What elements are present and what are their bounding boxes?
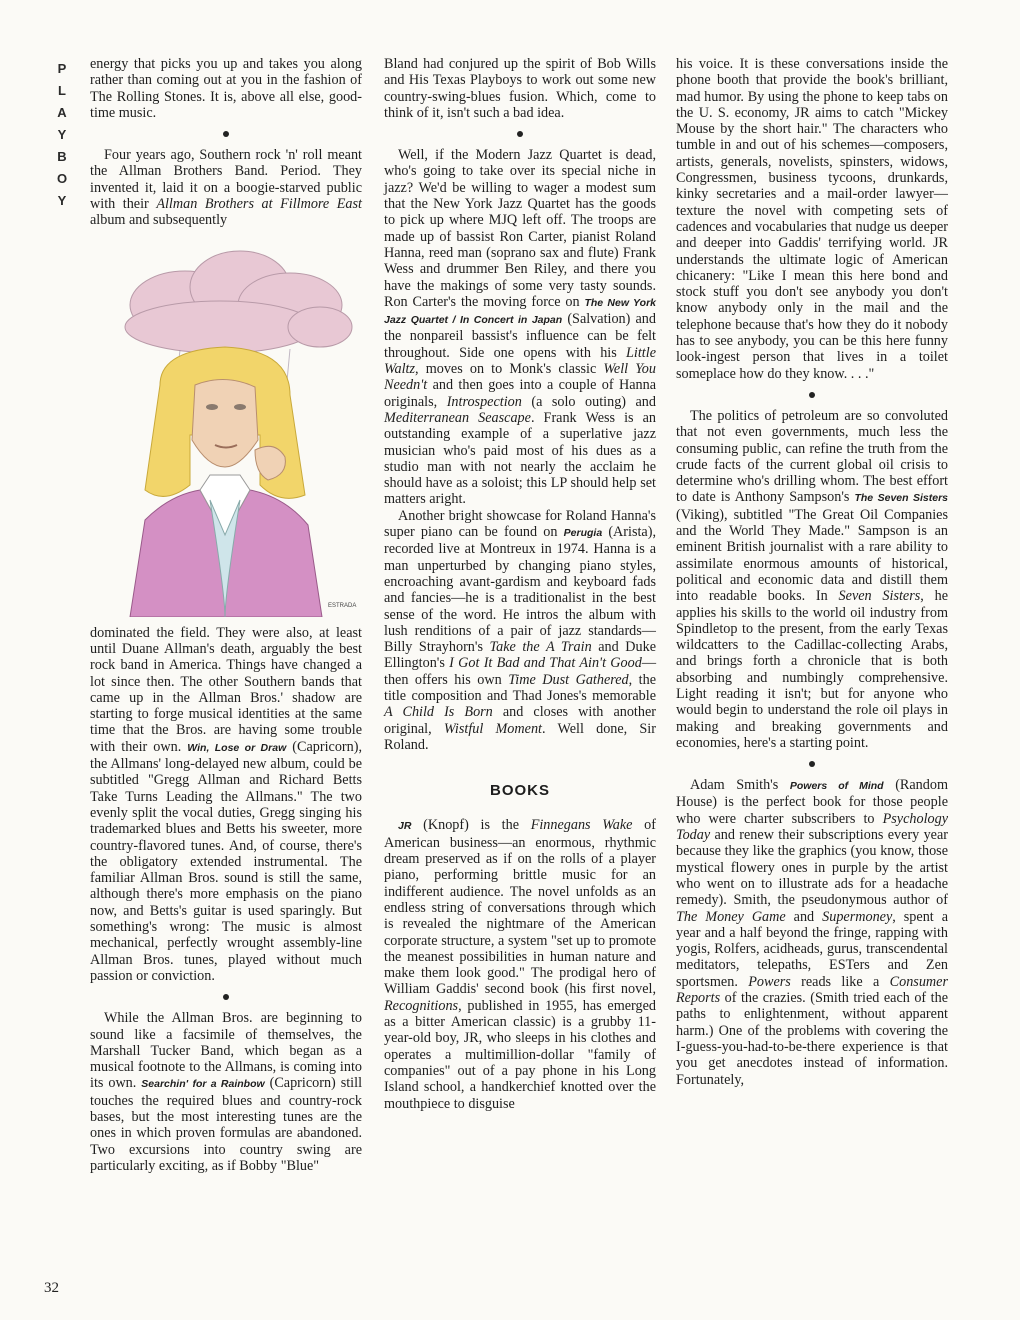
book-title: The Money Game bbox=[676, 908, 786, 925]
magazine-title: Psychology Today bbox=[676, 810, 948, 844]
book-title: Seven Sisters bbox=[838, 588, 921, 605]
column-1 bbox=[90, 56, 362, 1174]
page-number: 32 bbox=[44, 1280, 59, 1296]
song-title: Wistful Moment bbox=[443, 720, 542, 737]
song-title: Time Dust Gathered bbox=[508, 671, 629, 688]
book-title: Powers of Mind bbox=[789, 780, 884, 793]
section-bullet bbox=[517, 131, 523, 137]
album-title: Allman Brothers at Fillmore East bbox=[156, 196, 362, 213]
album-title: Perugia bbox=[563, 527, 603, 540]
masthead-letter: A bbox=[57, 105, 67, 120]
song-title: Mediterranean Seascape bbox=[384, 409, 531, 426]
masthead-letter: B bbox=[57, 149, 67, 164]
paragraph: The politics of petroleum are so convoluted that not even governments, much less the consuming public, can refine the truth from the crude facts of the current global oil crisis to determine who's drilling whom. The best effort to date is Anthony Sampson's The Seven Sisters (Viking), subtitled "The Great Oil Companies and the World They Made." Sampson is an eminent British journalist with a rare ability to assimilate enormous amounts of historical, political and economic data and distill them into readable books. In Seven Sisters, he applies his skills to the world oil industry from Spindletop to the present, from the early Texas wildcatters to the Cadillac-collecting Arabs, and brings forth a chronicle that is both absorbing and numbingly comprehensive. Light reading it isn't; but for anyone who would begin to understand the role oil plays in making and breaking governments and economies, here's a starting point. bbox=[676, 407, 948, 751]
paragraph: energy that picks you up and takes you along rather than coming out at you in the fashion of The Rolling Stones. It is, above all else, good-time music. bbox=[90, 56, 362, 121]
paragraph: While the Allman Bros. are beginning to sound like a facsimile of themselves, the Marshall Tucker Band, which began as a musical footnote to the Allmans, is coming into its own. Searchin' for a Rainbow (Capricorn) still touches the required blues and country-rock bases, but the most interesting tunes are the ones in which proven formulas are abandoned. Two excursions into country swing are particularly exciting, as if Bobby "Blue" bbox=[90, 1010, 363, 1174]
song-title: Take the A Train bbox=[489, 639, 592, 656]
song-title: A Child Is Born bbox=[384, 704, 493, 721]
paragraph: Four years ago, Southern rock 'n' roll meant the Allman Brothers Band. Period. They invented it, laid it on a boogie-starved public with their Allman Brothers at Fillmore East album and subsequently bbox=[90, 147, 362, 229]
book-title: Recognitions bbox=[384, 997, 459, 1014]
artist-signature: ESTRADA bbox=[328, 602, 357, 609]
album-title: The New York Jazz Quartet / In Concert in Japan bbox=[384, 296, 657, 327]
masthead-letter: Y bbox=[57, 193, 67, 208]
paragraph: his voice. It is these conversations inside the phone booth that provide the book's brilliant, mad humor. By using the phone to keep tabs on the U. S. economy, JR aims to catch "Mickey Mouse by the short hair." The characters who tumble in and out of his schemes—composers, artists, generals, novelists, spinsters, widows, Congressmen, business tycoons, drunkards, kinky secretaries and a mail-order lawyer—texture the novel with competing sets of cadences and vocabularies that nudge us deeper and deeper into Gaddis' terrifying world. JR understands the ultimate logic of American chicanery: "Like I mean this here bond and stock stuff you don't see anybody you don't know anybody only in the mail and the telephone because that's how they do it nobody has to see anybody, you can be this here funny look-ingest person that lives in a toilet someplace how do they know. . . ." bbox=[676, 56, 948, 382]
illustration-musician-under-cloud bbox=[90, 235, 362, 617]
song-title: Introspection bbox=[446, 393, 522, 410]
album-title: Searchin' for a Rainbow bbox=[141, 1078, 265, 1091]
section-bullet bbox=[809, 392, 815, 398]
magazine-title: Consumer Reports bbox=[676, 973, 948, 1007]
album-title: Win, Lose or Draw bbox=[187, 741, 287, 754]
face-shape bbox=[192, 379, 258, 467]
paragraph: Adam Smith's Powers of Mind (Random House) is the perfect book for those people who were charter subscribers to Psychology Today and renew their subscriptions every year because they like the graphics (you know, those mystical flowery ones in purple by the artist who went on to illustrate ads for a headache remedy). Smith, the pseudonymous author of The Money Game and Supermoney, spent a year and a half beyond the fringe, rapping with yogis, Rolfers, acidheads, gurus, transcendental meditators, telepaths, ESTers and Zen sportsmen. Powers reads like a Consumer Reports of the crazies. (Smith tried each of the paths to enlightenment, without apparent harm.) One of the problems with covering the I-guess-you-had-to-be-there experience is that you get anecdotes instead of information. Fortunately, bbox=[676, 777, 949, 1088]
song-title: I Got It Bad and That Ain't Good bbox=[449, 655, 642, 672]
cloud-shape bbox=[125, 251, 352, 353]
paragraph: Bland had conjured up the spirit of Bob Wills and His Texas Playboys to work out some new country-swing-blues fusion. Which, come to think of it, isn't such a bad idea. bbox=[384, 56, 656, 121]
paragraph: Another bright showcase for Roland Hanna's super piano can be found on Perugia (Arista), recorded live at Montreux in 1974. Hanna is a man unperturbed by changing piano styles, encroaching avant-gardism and keyboard fads and fancies—he is a traditionalist in the best sense of the word. He intros the album with lush renditions of a pair of jazz standards—Billy Strayhorn's Take the A Train and Duke Ellington's I Got It Bad and That Ain't Good—then offers his own Time Dust Gathered, the title composition and Thad Jones's memorable A Child Is Born and closes with another original, Wistful Moment. Well done, Sir Roland. bbox=[384, 507, 657, 753]
masthead-letter: P bbox=[57, 61, 67, 76]
book-title: Supermoney bbox=[822, 908, 893, 925]
book-title: Powers bbox=[748, 973, 791, 990]
column-2 bbox=[384, 56, 656, 1112]
masthead-letter: L bbox=[58, 83, 66, 98]
section-bullet bbox=[809, 761, 815, 767]
song-title: Well You Needn't bbox=[384, 361, 656, 394]
column-3 bbox=[676, 56, 948, 1088]
paragraph: Well, if the Modern Jazz Quartet is dead, who's going to take over its special niche in jazz? We'd be willing to wager a modest sum that the New York Jazz Quartet has the goods to pick up where MJQ left off. The troops are made up of bassist Ron Carter, pianist Roland Hanna, reed man (soprano sax and flute) Frank Wess and drummer Ben Riley, and there you have the makings of some very tasty sounds. Ron Carter's the moving force on The New York Jazz Quartet / In Concert in Japan (Salvation) and the nonpareil bassist's influence can be felt throughout. Side one opens with his Little Waltz, moves on to Monk's classic Well You Needn't and then goes into a couple of Hanna originals, Introspection (a solo outing) and Mediterranean Seascape. Frank Wess is an outstanding example of a superlative jazz musician who's paid most of his dues as a studio man with not nearly the acclaim he should have as a soloist; this LP should help set matters aright. bbox=[384, 147, 657, 508]
masthead-vertical bbox=[52, 58, 72, 212]
book-title: JR bbox=[398, 820, 412, 833]
book-title: The Seven Sisters bbox=[854, 492, 948, 505]
masthead-letter: O bbox=[56, 171, 68, 186]
section-heading-books: BOOKS bbox=[489, 782, 550, 800]
section-bullet bbox=[223, 131, 229, 137]
section-bullet bbox=[223, 994, 229, 1000]
song-title: Little Waltz bbox=[384, 344, 656, 378]
paragraph: JR (Knopf) is the Finnegans Wake of American business—an enormous, rhythmic dream preserved as if on the rolls of a player piano, performing brittle music for an indifferent audience. The novel unfolds as an endless string of conversations through which is revealed the nightmare of the American corporate structure, a system "set up to promote the meanest possibilities in human nature and make them look good." The prodigal hero of William Gaddis' second book (his first novel, Recognitions, published in 1955, has emerged as a bitter American classic) is a grubby 11-year-old boy, JR, who sleeps in his clothes and operates a multimillion-dollar "family of companies" out of a pay phone in his Long Island school, a handkerchief knotted over the mouthpiece to disguise bbox=[384, 817, 656, 1112]
masthead-letter: Y bbox=[57, 127, 67, 142]
book-title: Finnegans Wake bbox=[530, 817, 633, 834]
paragraph: dominated the field. They were also, at least until Duane Allman's death, arguably the best rock band in America. Things have changed a lot since then. The other Southern bands that came up in the Allman Bros.' shadow are starting to forge musical identities at the same time that the Bros. are having some trouble with their own. Win, Lose or Draw (Capricorn), the Allmans' long-delayed new album, could be subtitled "Gregg Allman and Richard Betts Take Turns Leading the Allmans." The two evenly split the vocal duties, Gregg singing his trademarked blues and Betts his sweeter, more country-flavored tunes. And, of course, there's the obligatory extended instrumental. The familiar Allman Bros. sound is still the same, although there's more emphasis on the piano now, and Betts's guitar is used sparingly. But something's wrong: The music is almost mechanical, perfectly wrought assembly-line Allman Bros. tunes, played without much passion or conviction. bbox=[90, 624, 363, 984]
